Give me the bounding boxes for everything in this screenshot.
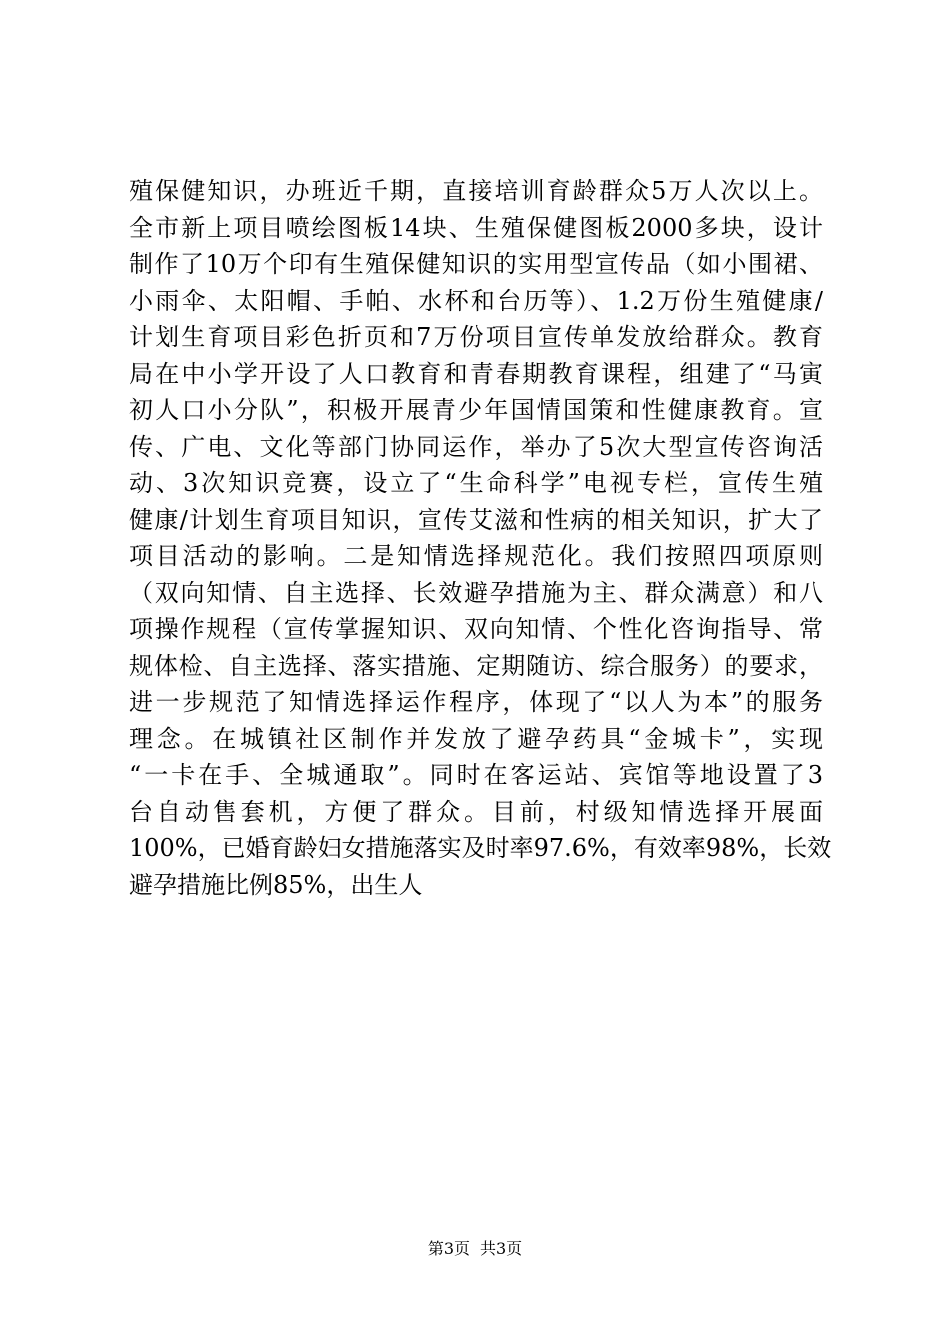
text-line: （双向知情、自主选择、长效避孕措施为主、群众满意）和八	[129, 578, 823, 607]
text-line: 小雨伞、太阳帽、手帕、水杯和台历等）、1.2万份生殖健康/	[129, 286, 823, 315]
text-line: 项目活动的影响。二是知情选择规范化。我们按照四项原则	[129, 542, 823, 570]
text-line: 进一步规范了知情选择运作程序，体现了“以人为本”的服务	[129, 688, 823, 716]
text-line: 制作了10万个印有生殖保健知识的实用型宣传品（如小围裙、	[129, 250, 823, 278]
body-paragraph	[129, 173, 832, 903]
text-line: 项操作规程（宣传掌握知识、双向知情、个性化咨询指导、常	[129, 615, 823, 643]
text-line: 理念。在城镇社区制作并发放了避孕药具“金城卡”，实现	[129, 724, 823, 753]
page-number-current: 第3页	[427, 1239, 470, 1258]
text-line: 殖保健知识，办班近千期，直接培训育龄群众5万人次以上。	[129, 177, 823, 205]
text-line: 全市新上项目喷绘图板14块、生殖保健图板2000多块，设计	[129, 213, 823, 242]
text-line: 传、广电、文化等部门协同运作，举办了5次大型宣传咨询活	[129, 432, 823, 461]
text-line: 100%，已婚育龄妇女措施落实及时率97.6%，有效率98%，长效	[129, 834, 832, 862]
page-footer	[0, 1239, 950, 1259]
text-line: 局在中小学开设了人口教育和青春期教育课程，组建了“马寅	[129, 359, 823, 388]
text-line: 避孕措施比例85%，出生人	[129, 870, 423, 899]
text-line: 规体检、自主选择、落实措施、定期随访、综合服务）的要求，	[129, 651, 823, 680]
text-line: 初人口小分队”，积极开展青少年国情国策和性健康教育。宣	[129, 396, 823, 424]
text-line: 计划生育项目彩色折页和7万份项目宣传单发放给群众。教育	[129, 323, 823, 351]
text-line: “一卡在手、全城通取”。同时在客运站、宾馆等地设置了3	[129, 761, 823, 789]
page-number-total: 共3页	[480, 1239, 523, 1258]
text-line: 健康/计划生育项目知识，宣传艾滋和性病的相关知识，扩大了	[129, 505, 823, 534]
text-line: 动、3次知识竞赛，设立了“生命科学”电视专栏，宣传生殖	[129, 469, 823, 497]
text-line: 台自动售套机，方便了群众。目前，村级知情选择开展面	[129, 797, 823, 826]
